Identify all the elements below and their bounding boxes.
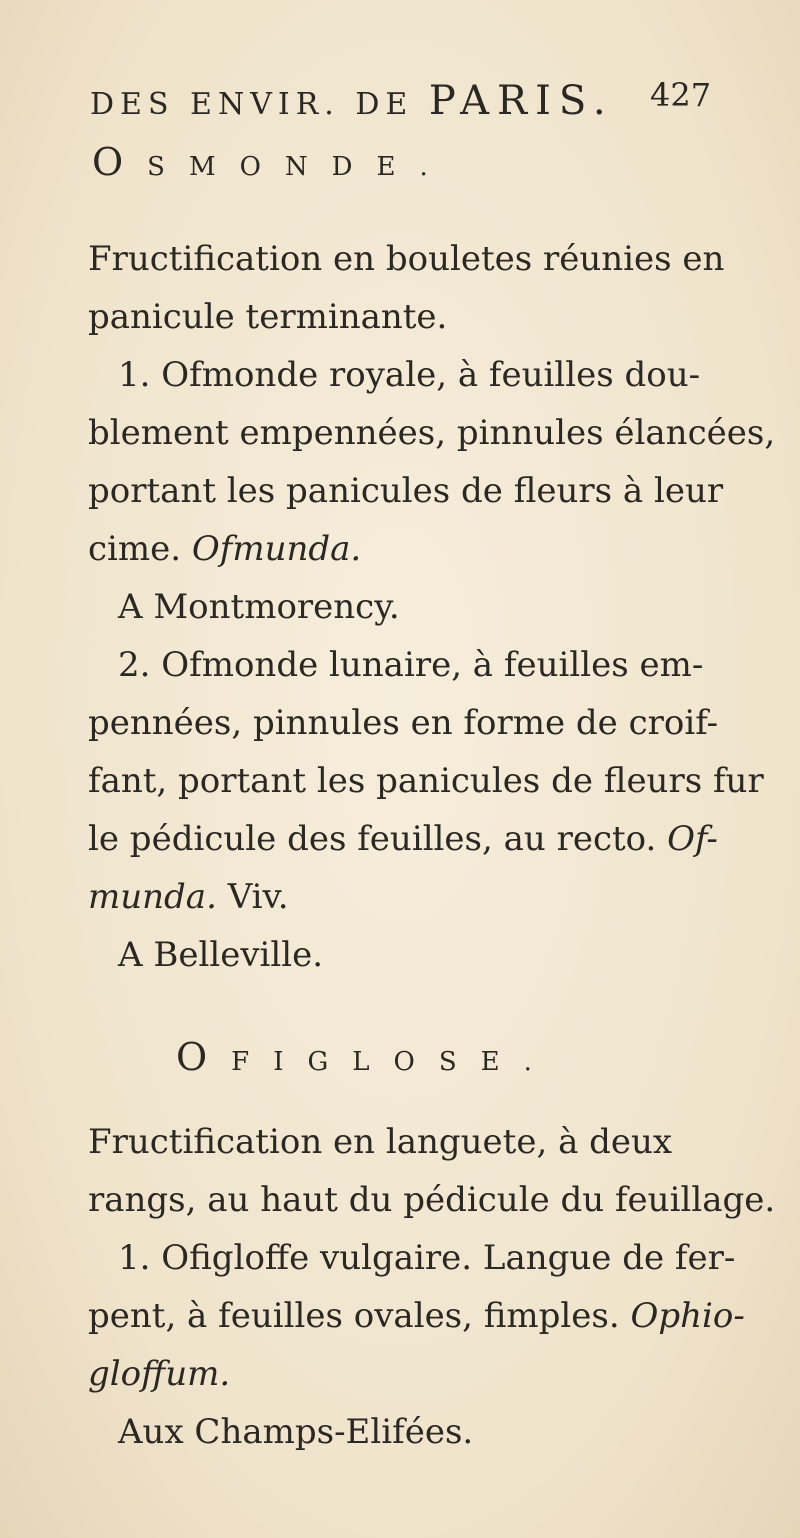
text-line: fant, portant les panicules de fleurs fur: [88, 761, 764, 801]
text-fragment: le pédicule des feuilles, au recto.: [88, 819, 657, 859]
text-line: rangs, au haut du pédicule du feuillage.: [88, 1180, 776, 1220]
text-fragment: cime.: [88, 529, 182, 569]
text-fragment: Viv.: [227, 877, 289, 917]
text-line: Aux Champs-Elifées.: [118, 1412, 474, 1452]
text-fragment: pent, à feuilles ovales, fimples.: [88, 1296, 620, 1336]
text-line: Fructification en languete, à deux: [88, 1122, 673, 1162]
text-line: [88, 529, 362, 569]
section-title-osmonde: [92, 140, 452, 184]
text-line: blement empennées, pinnules élancées,: [88, 413, 776, 453]
section-title-rest: FIGLOSE.: [231, 1047, 556, 1077]
text-line: panicule terminante.: [88, 297, 448, 337]
text-line: [88, 1354, 231, 1394]
text-line: [88, 877, 289, 917]
text-line: pennées, pinnules en forme de croif-: [88, 703, 719, 743]
text-line: A Belleville.: [118, 935, 324, 975]
running-head: [90, 78, 614, 124]
running-head-city: PARIS.: [428, 78, 614, 124]
latin-name: munda.: [88, 877, 217, 917]
page-number: 427: [650, 76, 712, 114]
text-line: 1. Ofmonde royale, à feuilles dou-: [118, 355, 701, 395]
running-head-prefix: DES ENVIR. DE: [90, 87, 414, 122]
text-line: [88, 1296, 745, 1336]
latin-name: Ophio-: [630, 1296, 745, 1336]
section-title-initial: O: [176, 1035, 232, 1079]
latin-name: Ofmunda.: [191, 529, 362, 569]
text-line: A Montmorency.: [118, 587, 400, 627]
text-line: 1. Ofigloffe vulgaire. Langue de fer-: [118, 1238, 736, 1278]
latin-name: gloffum.: [88, 1354, 231, 1394]
text-line: [88, 819, 718, 859]
latin-name: Of-: [667, 819, 718, 859]
section-title-rest: SMONDE.: [147, 152, 452, 182]
text-line: portant les panicules de fleurs à leur: [88, 471, 724, 511]
section-title-ofiglose: [176, 1035, 556, 1079]
text-line: 2. Ofmonde lunaire, à feuilles em-: [118, 645, 704, 685]
section-title-initial: O: [92, 140, 148, 184]
text-line: Fructification en bouletes réunies en: [88, 239, 725, 279]
